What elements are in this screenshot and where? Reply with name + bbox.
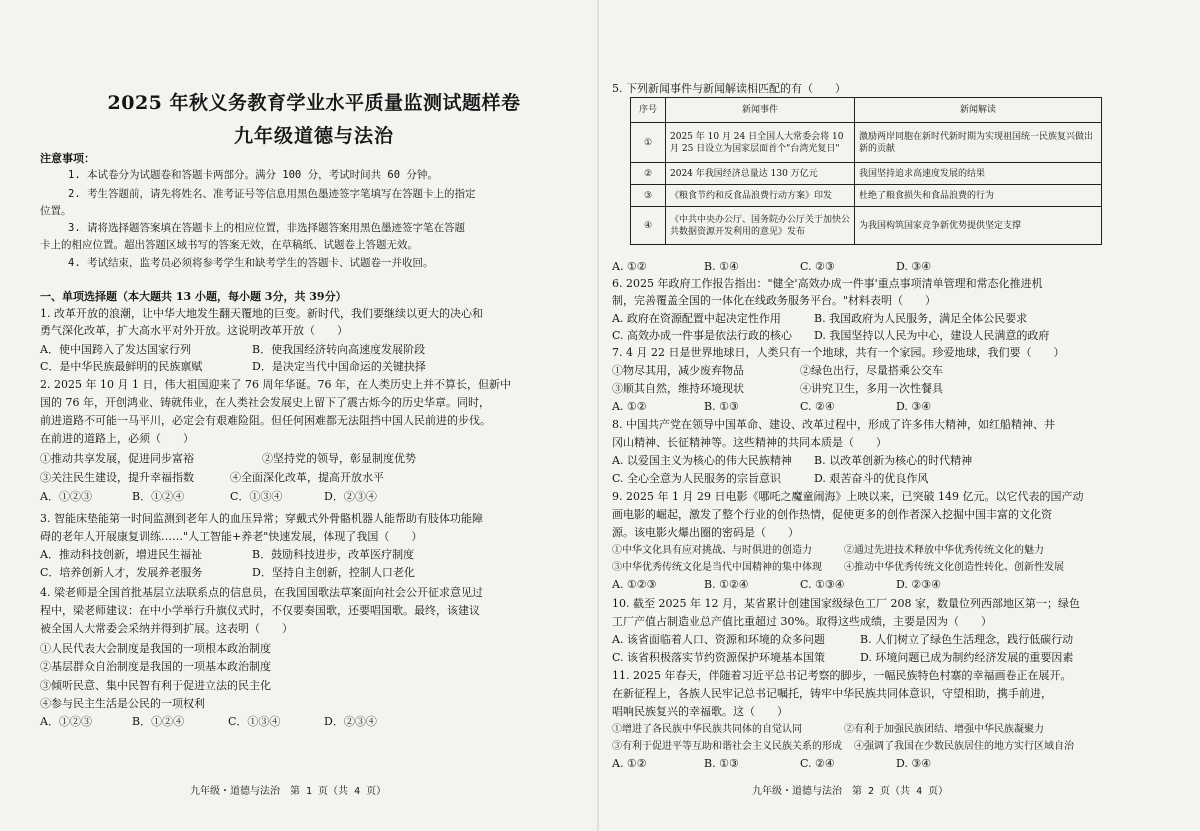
table-cell-event: 《粮食节约和反食品浪费行动方案》印发 xyxy=(666,185,855,207)
q4-stem: 程中，梁老师建议：在中小学举行升旗仪式时，不仅要奏国歌，还要唱国歌。最终，该建议 xyxy=(40,604,480,617)
q8-stem: 冈山精神、长征精神等。这些精神的共同本质是（ ） xyxy=(612,436,887,449)
q2-stem: 国的 76 年，开创鸿业、铸就伟业，在人类社会发展史上留下了震古烁今的历史华章。同时， xyxy=(40,396,490,409)
q4-option-d: D．②③④ xyxy=(324,715,377,728)
q9-option-a: A. ①②③ xyxy=(612,578,657,591)
q6-stem: 制，完善覆盖全国的一体化在线政务服务平台。"材料表明（ ） xyxy=(612,294,937,307)
q7-option-c: C. ②④ xyxy=(800,400,835,413)
page-2 xyxy=(612,0,1184,831)
q2-item: ④全面深化改革，提高开放水平 xyxy=(230,471,384,484)
q2-option-b: B．①②④ xyxy=(132,490,185,503)
q2-option-c: C．①③④ xyxy=(230,490,283,503)
table-cell-reading: 激励两岸同胞在新时代新时期为实现祖国统一民族复兴做出新的贡献 xyxy=(855,123,1102,163)
q2-option-a: A．①②③ xyxy=(40,490,92,503)
table-cell-no: ④ xyxy=(631,207,666,245)
notice-heading: 注意事项： xyxy=(40,152,95,165)
q10-stem: 工厂产值占制造业总产值比重超过 30%。取得这些成绩，主要是因为（ ） xyxy=(612,615,992,628)
table-row xyxy=(631,123,1102,163)
q7-item: ④讲究卫生，多用一次性餐具 xyxy=(800,382,943,395)
table-cell-reading: 为我国构筑国家竞争新优势提供坚定支撑 xyxy=(855,207,1102,245)
page-2-footer: 九年级・道德与法治 第 2 页（共 4 页） xyxy=(752,786,949,797)
table-header: 序号 xyxy=(631,98,666,123)
q11-item: ③有利于促进平等互助和谐社会主义民族关系的形成 xyxy=(612,741,842,752)
table-header: 新闻解读 xyxy=(855,98,1102,123)
q9-stem: 源。该电影火爆出圈的密码是（ ） xyxy=(612,526,799,539)
q6-option-c: C. 高效办成一件事是依法行政的核心 xyxy=(612,329,793,342)
q10-option-d: D. 环境问题已成为制约经济发展的重要因素 xyxy=(860,651,1074,664)
q5-option-a: A. ①② xyxy=(612,260,647,273)
q1-stem: 勇气深化改革，扩大高水平对外开放。这说明改革开放（ ） xyxy=(40,324,348,337)
q2-item: ①推动共享发展，促进同步富裕 xyxy=(40,452,194,465)
table-cell-event: 《中共中央办公厅、国务院办公厅关于加快公共数据资源开发利用的意见》发布 xyxy=(666,207,855,245)
notice-line: 2. 考生答题前，请先将姓名、准考证号等信息用黑色墨迹签字笔填写在答题卡上的指定 xyxy=(68,188,476,200)
table-row xyxy=(631,163,1102,185)
q11-item: ④强调了我国在少数民族居住的地方实行区域自治 xyxy=(854,741,1074,752)
q9-option-b: B. ①②④ xyxy=(704,578,749,591)
q7-option-d: D. ③④ xyxy=(896,400,932,413)
q4-stem: 被全国人大常委会采纳并得到扩展。这表明（ ） xyxy=(40,622,293,635)
q11-option-c: C. ②④ xyxy=(800,757,835,770)
q4-option-c: C．①③④ xyxy=(228,715,281,728)
q11-item: ②有利于加强民族团结、增强中华民族凝聚力 xyxy=(844,724,1044,735)
section-heading: 一、单项选择题（本大题共 13 小题，每小题 3分，共 39分） xyxy=(40,290,347,303)
q7-stem: 7. 4 月 22 日是世界地球日，人类只有一个地球，共有一个家园。珍爱地球，我们要（ ） xyxy=(612,346,1065,359)
q10-option-a: A. 该省面临着人口、资源和环境的众多问题 xyxy=(612,633,825,646)
q9-item: ③中华优秀传统文化是当代中国精神的集中体现 xyxy=(612,562,822,573)
q11-stem: 唱响民族复兴的幸福歌。这（ ） xyxy=(612,705,788,718)
notice-line: 1. 本试卷分为试题卷和答题卡两部分。满分 100 分，考试时间共 60 分钟。 xyxy=(68,169,438,181)
table-cell-no: ③ xyxy=(631,185,666,207)
q6-option-b: B. 我国政府为人民服务，满足全体公民要求 xyxy=(814,312,1028,325)
q5-option-b: B. ①④ xyxy=(704,260,739,273)
q4-stem: 4. 梁老师是全国首批基层立法联系点的信息员，在我国国歌法草案面向社会公开征求意见过 xyxy=(40,586,483,599)
q2-item: ③关注民生建设，提升幸福指数 xyxy=(40,471,194,484)
q3-option-b: B．鼓励科技进步，改革医疗制度 xyxy=(252,548,415,561)
q4-option-a: A．①②③ xyxy=(40,715,92,728)
q2-stem: 前进道路不可能一马平川，必定会有艰难险阻。但任何困难都无法阻挡中国人民前进的步伐。 xyxy=(40,414,491,427)
q2-stem: 2. 2025 年 10 月 1 日，伟大祖国迎来了 76 周年华诞。76 年，在人类历史上并不算长，但新中 xyxy=(40,378,511,391)
q4-item: ④参与民主生活是公民的一项权利 xyxy=(40,697,205,710)
q8-option-c: C. 全心全意为人民服务的宗旨意识 xyxy=(612,472,782,485)
q4-item: ①人民代表大会制度是我国的一项根本政治制度 xyxy=(40,642,271,655)
q9-item: ①中华文化具有应对挑战、与时俱进的创造力 xyxy=(612,545,812,556)
q6-option-d: D. 我国坚持以人民为中心，建设人民满意的政府 xyxy=(814,329,1050,342)
q8-option-d: D. 艰苦奋斗的优良作风 xyxy=(814,472,929,485)
q3-option-d: D．坚持自主创新，控制人口老化 xyxy=(252,566,415,579)
table-cell-reading: 我国坚持追求高速度发展的结果 xyxy=(855,163,1102,185)
exam-subtitle: 九年级道德与法治 xyxy=(233,125,394,147)
q7-item: ①物尽其用，减少废弃物品 xyxy=(612,364,744,377)
q2-stem: 在前进的道路上，必须（ ） xyxy=(40,432,194,445)
q5-stem: 5. 下列新闻事件与新闻解读相匹配的有（ ） xyxy=(612,82,846,95)
q3-option-a: A．推动科技创新，增进民生福祉 xyxy=(40,548,202,561)
q5-news-table xyxy=(630,97,1102,245)
q6-option-a: A. 政府在资源配置中起决定性作用 xyxy=(612,312,781,325)
q8-option-a: A. 以爱国主义为核心的伟大民族精神 xyxy=(612,454,792,467)
q7-item: ③顺其自然，维持环境现状 xyxy=(612,382,744,395)
q9-option-d: D. ②③④ xyxy=(896,578,942,591)
q1-option-d: D．是决定当代中国命运的关键抉择 xyxy=(252,360,426,373)
q4-option-b: B．①②④ xyxy=(132,715,185,728)
q7-option-a: A. ①② xyxy=(612,400,647,413)
q1-option-a: A．使中国跨入了发达国家行列 xyxy=(40,343,191,356)
page-1 xyxy=(40,0,588,831)
q7-option-b: B. ①③ xyxy=(704,400,739,413)
q9-item: ②通过先进技术释放中华优秀传统文化的魅力 xyxy=(844,545,1044,556)
q10-stem: 10. 截至 2025 年 12 月，某省累计创建国家级绿色工厂 208 家，数量位列西部地区第一；绿色 xyxy=(612,597,1080,610)
page-1-footer: 九年级・道德与法治 第 1 页（共 4 页） xyxy=(190,786,387,797)
table-header-row xyxy=(631,98,1102,123)
q1-option-b: B．使我国经济转向高速度发展阶段 xyxy=(252,343,426,356)
q3-option-c: C．培养创新人才，发展养老服务 xyxy=(40,566,203,579)
table-row xyxy=(631,185,1102,207)
q10-option-c: C. 该省积极落实节约资源保护环境基本国策 xyxy=(612,651,826,664)
notice-line: 位置。 xyxy=(40,205,72,217)
q5-option-c: C. ②③ xyxy=(800,260,835,273)
q2-option-d: D．②③④ xyxy=(324,490,377,503)
notice-line: 3. 请将选择题答案填在答题卡上的相应位置，非选择题答案用黑色墨迹签字笔在答题 xyxy=(68,222,465,234)
table-cell-event: 2025 年 10 月 24 日全国人大常委会将 10 月 25 日设立为国家层面首个"台湾光复日" xyxy=(666,123,855,163)
q11-stem: 在新征程上，各族人民牢记总书记嘱托，铸牢中华民族共同体意识，守望相助，携手前进， xyxy=(612,687,1052,700)
q8-stem: 8. 中国共产党在领导中国革命、建设、改革过程中，形成了许多伟大精神，如红船精神、井 xyxy=(612,418,1055,431)
q5-option-d: D. ③④ xyxy=(896,260,932,273)
q11-item: ①增进了各民族中华民族共同体的自觉认同 xyxy=(612,724,802,735)
q1-option-c: C．是中华民族最鲜明的民族禀赋 xyxy=(40,360,203,373)
table-row xyxy=(631,207,1102,245)
q9-option-c: C. ①③④ xyxy=(800,578,845,591)
q6-stem: 6. 2025 年政府工作报告指出："健全'高效办成一件事'重点事项清单管理和常态化推进机 xyxy=(612,277,1043,290)
table-cell-reading: 杜绝了粮食损失和食品浪费的行为 xyxy=(855,185,1102,207)
exam-title: 2025 年秋义务教育学业水平质量监测试题样卷 xyxy=(107,92,521,114)
q11-stem: 11. 2025 年春天，伴随着习近平总书记考察的脚步，一幅民族特色村寨的幸福画卷正在展开。 xyxy=(612,669,1072,682)
notice-line: 4. 考试结束，监考员必须将参考学生和缺考学生的答题卡、试题卷一并收回。 xyxy=(68,257,434,269)
q1-stem: 1. 改革开放的浪潮，让中华大地发生翻天覆地的巨变。新时代，我们要继续以更大的决心和 xyxy=(40,307,483,320)
q3-stem: 碍的老年人开展康复训练……"人工智能+养老"快速发展，体现了我国（ ） xyxy=(40,530,423,543)
table-cell-no: ① xyxy=(631,123,666,163)
q10-option-b: B. 人们树立了绿色生活理念，践行低碳行动 xyxy=(860,633,1074,646)
q11-option-d: D. ③④ xyxy=(896,757,932,770)
table-cell-no: ② xyxy=(631,163,666,185)
page-divider xyxy=(597,0,599,831)
notice-line: 卡上的相应位置。超出答题区域书写的答案无效，在草稿纸、试题卷上答题无效。 xyxy=(40,239,418,251)
q9-stem: 画电影的崛起，激发了整个行业的创作热情，促使更多的创作者深入挖掘中国丰富的文化资 xyxy=(612,508,1052,521)
q9-stem: 9. 2025 年 1 月 29 日电影《哪吒之魔童闹海》上映以来，已突破 149 亿元。以它代表的国产动 xyxy=(612,490,1084,503)
q11-option-a: A. ①② xyxy=(612,757,647,770)
q4-item: ②基层群众自治制度是我国的一项基本政治制度 xyxy=(40,660,271,673)
q9-item: ④推动中华优秀传统文化创造性转化、创新性发展 xyxy=(844,562,1064,573)
q3-stem: 3. 智能床垫能第一时间监测到老年人的血压异常；穿戴式外骨骼机器人能帮助有肢体功能障 xyxy=(40,512,483,525)
q8-option-b: B. 以改革创新为核心的时代精神 xyxy=(814,454,973,467)
q11-option-b: B. ①③ xyxy=(704,757,739,770)
q4-item: ③倾听民意、集中民智有利于促进立法的民主化 xyxy=(40,679,271,692)
table-header: 新闻事件 xyxy=(666,98,855,123)
table-cell-event: 2024 年我国经济总量达 130 万亿元 xyxy=(666,163,855,185)
q2-item: ②坚持党的领导，彰显制度优势 xyxy=(262,452,416,465)
q7-item: ②绿色出行，尽量搭乘公交车 xyxy=(800,364,943,377)
